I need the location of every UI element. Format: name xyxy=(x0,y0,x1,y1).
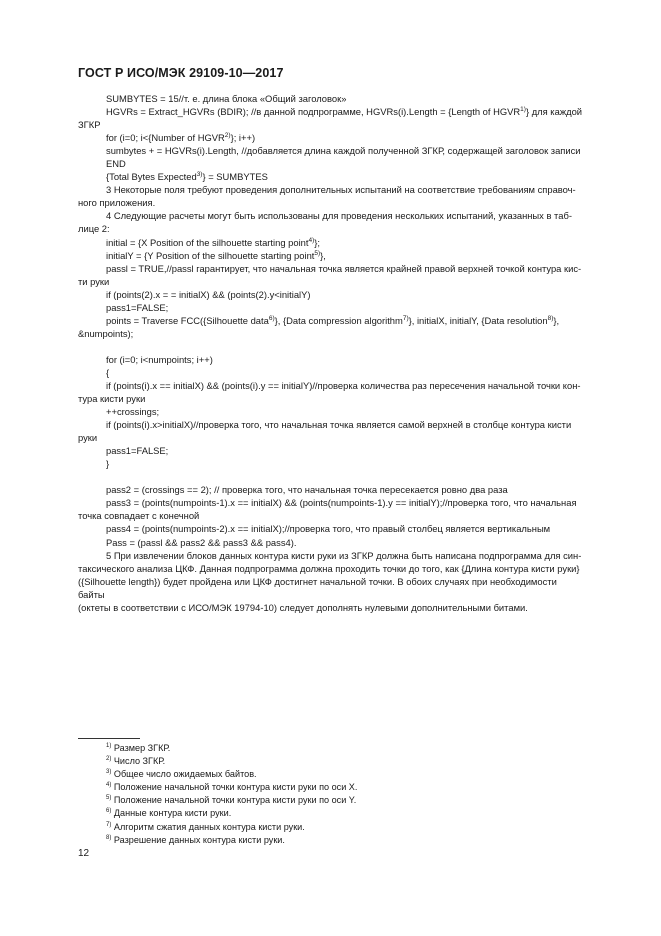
footnote-text: Общее число ожидаемых байтов. xyxy=(113,769,257,780)
footnote-ref: 6) xyxy=(268,314,275,322)
line-segment: pass3 = (points(numpoints-1).x == initialX) && (points(numpoints-1).y == initialY);//проверка того, что начальная xyxy=(106,497,577,509)
text-line xyxy=(78,209,584,222)
footnote-number: 2) xyxy=(106,756,112,763)
text-line xyxy=(78,575,584,601)
footnote-ref: 5) xyxy=(314,249,321,257)
line-segment: тура кисти руки xyxy=(78,393,146,405)
text-line xyxy=(78,418,584,431)
footnote-item xyxy=(106,834,357,847)
footnote-number: 4) xyxy=(106,782,112,789)
text-line xyxy=(78,249,584,262)
footnote-number: 1) xyxy=(106,742,112,749)
line-segment: (октеты в соответствии с ИСО/МЭК 19794-10) следует дополнять нулевыми дополнительными битами. xyxy=(78,601,528,613)
line-segment: &numpoints); xyxy=(78,327,134,339)
line-segment: руки xyxy=(78,432,98,444)
footnotes xyxy=(106,742,357,847)
text-line xyxy=(78,222,584,235)
line-segment: pass4 = (points(numpoints-2).x == initialX);//проверка того, что правый столбец является вертикальным xyxy=(106,523,551,535)
line-segment: initialY = {Y Position of the silhouette starting point xyxy=(106,249,315,261)
text-line xyxy=(78,483,584,496)
text-line xyxy=(78,522,584,535)
footnote-item xyxy=(106,794,357,807)
line-segment: лице 2: xyxy=(78,223,110,235)
line-segment: {Total Bytes Expected xyxy=(106,171,197,183)
text-line xyxy=(78,379,584,392)
document-body xyxy=(78,92,584,614)
line-segment: таксического анализа ЦКФ. Данная подпрограмма должна проходить точки до того, как {Длина контура кисти руки} xyxy=(78,562,580,574)
line-segment: 4 Следующие расчеты могут быть использованы для проведения нескольких испытаний, указанных в таб- xyxy=(106,210,572,222)
footnote-number: 5) xyxy=(106,795,112,802)
text-line xyxy=(78,457,584,470)
line-segment: sumbytes + = HGVRs(i).Length, //добавляется длина каждой полученной ЗГКР, содержащей заголовок записи xyxy=(106,145,581,157)
line-segment: 5 При извлечении блоков данных контура кисти руки из ЗГКР должна быть написана подпрограмма для син- xyxy=(106,549,582,561)
footnote-ref: 2) xyxy=(224,132,231,140)
text-line xyxy=(78,196,584,209)
line-segment: ЗГКР xyxy=(78,119,101,131)
text-line xyxy=(78,157,584,170)
text-line xyxy=(78,353,584,366)
line-segment: }; xyxy=(314,236,321,248)
footnote-item xyxy=(106,768,357,781)
text-line xyxy=(78,105,584,118)
footnote-item xyxy=(106,755,357,768)
line-segment: initial = {X Position of the silhouette starting point xyxy=(106,236,309,248)
line-segment: pass1=FALSE; xyxy=(106,301,169,313)
document-header: ГОСТ Р ИСО/МЭК 29109-10—2017 xyxy=(78,66,284,80)
line-segment: }, initialX, initialY, {Data resolution xyxy=(408,314,548,326)
text-line xyxy=(78,118,584,131)
footnote-text: Число ЗГКР. xyxy=(113,756,166,767)
footnote-number: 3) xyxy=(106,769,112,776)
text-line xyxy=(78,444,584,457)
footnote-text: Положение начальной точки контура кисти руки по оси X. xyxy=(113,782,358,793)
text-line xyxy=(78,92,584,105)
line-segment: } для каждой xyxy=(525,106,583,118)
blank-line xyxy=(78,340,584,353)
footnote-number: 6) xyxy=(106,808,112,815)
text-line xyxy=(78,392,584,405)
footnote-ref: 4) xyxy=(308,236,315,244)
text-line xyxy=(78,601,584,614)
footnote-divider xyxy=(78,738,140,739)
text-line xyxy=(78,183,584,196)
line-segment: ++crossings; xyxy=(106,406,160,418)
line-segment: точка совпадает с конечной xyxy=(78,510,200,522)
line-segment: pass1=FALSE; xyxy=(106,445,169,457)
line-segment: HGVRs = Extract_HGVRs (BDIR); //в данной подпрограмме, HGVRs(i).Length = {Length of HGVR xyxy=(106,106,521,118)
line-segment: passl = TRUE,//passl гарантирует, что начальная точка является крайней правой верхней точкой контура кис- xyxy=(106,262,582,274)
line-segment: points = Traverse FCC({Silhouette data xyxy=(106,314,269,326)
footnote-number: 7) xyxy=(106,821,112,828)
line-segment: pass2 = (crossings == 2); // проверка того, что начальная точка пересекается ровно два раза xyxy=(106,484,508,496)
line-segment: 3 Некоторые поля требуют проведения дополнительных испытаний на соответствие требованиям справоч- xyxy=(106,184,576,196)
footnote-number: 8) xyxy=(106,834,112,841)
line-segment: ти руки xyxy=(78,275,110,287)
footnote-ref: 3) xyxy=(196,171,203,179)
line-segment: ного приложения. xyxy=(78,197,156,209)
footnote-item xyxy=(106,807,357,820)
line-segment: for (i=0; i<{Number of HGVR xyxy=(106,132,225,144)
text-line xyxy=(78,562,584,575)
text-line xyxy=(78,144,584,157)
text-line xyxy=(78,327,584,340)
footnote-text: Разрешение данных контура кисти руки. xyxy=(113,834,285,845)
line-segment: if (points(2).x = = initialX) && (points(2).y<initialY) xyxy=(106,288,311,300)
text-line xyxy=(78,431,584,444)
text-line xyxy=(78,301,584,314)
line-segment: { xyxy=(106,366,110,378)
text-line xyxy=(78,236,584,249)
text-line xyxy=(78,262,584,275)
line-segment: ({Silhouette length}) будет пройдена или ЦКФ достигнет начальной точки. В обоих случаях при необходимости байты xyxy=(78,575,557,600)
line-segment: }, {Data compression algorithm xyxy=(274,314,403,326)
line-segment: } xyxy=(106,458,110,470)
text-line xyxy=(78,496,584,509)
footnote-text: Положение начальной точки контура кисти руки по оси Y. xyxy=(113,795,357,806)
text-line xyxy=(78,314,584,327)
footnote-text: Размер ЗГКР. xyxy=(113,743,171,753)
footnote-ref: 7) xyxy=(402,314,409,322)
text-line xyxy=(78,536,584,549)
page-number: 12 xyxy=(78,848,90,859)
line-segment: SUMBYTES = 15//т. е. длина блока «Общий заголовок» xyxy=(106,93,347,104)
line-segment: } = SUMBYTES xyxy=(202,171,268,183)
footnote-ref: 8) xyxy=(547,314,554,322)
line-segment: Pass = (passl && pass2 && pass3 && pass4). xyxy=(106,536,297,548)
text-line xyxy=(78,170,584,183)
footnote-item xyxy=(106,781,357,794)
line-segment: }; i++) xyxy=(230,132,256,144)
footnote-ref: 1) xyxy=(520,105,526,113)
footnote-item xyxy=(106,742,357,755)
line-segment: }, xyxy=(553,314,560,326)
footnote-text: Данные контура кисти руки. xyxy=(113,808,232,819)
text-line xyxy=(78,131,584,144)
text-line xyxy=(78,288,584,301)
text-line xyxy=(78,549,584,562)
text-line xyxy=(78,405,584,418)
footnote-text: Алгоритм сжатия данных контура кисти руки. xyxy=(113,821,305,832)
line-segment: if (points(i).x == initialX) && (points(i).y == initialY)//проверка количества раз пересечения начальной точки кон- xyxy=(106,379,581,391)
text-line xyxy=(78,509,584,522)
text-line xyxy=(78,275,584,288)
text-line xyxy=(78,366,584,379)
footnote-item xyxy=(106,821,357,834)
line-segment: }, xyxy=(320,249,326,261)
line-segment: if (points(i).x>initialX)//проверка того, что начальная точка является самой верхней в столбце контура кисти xyxy=(106,419,572,431)
line-segment: END xyxy=(106,158,126,170)
line-segment: for (i=0; i<numpoints; i++) xyxy=(106,353,213,365)
blank-line xyxy=(78,470,584,483)
